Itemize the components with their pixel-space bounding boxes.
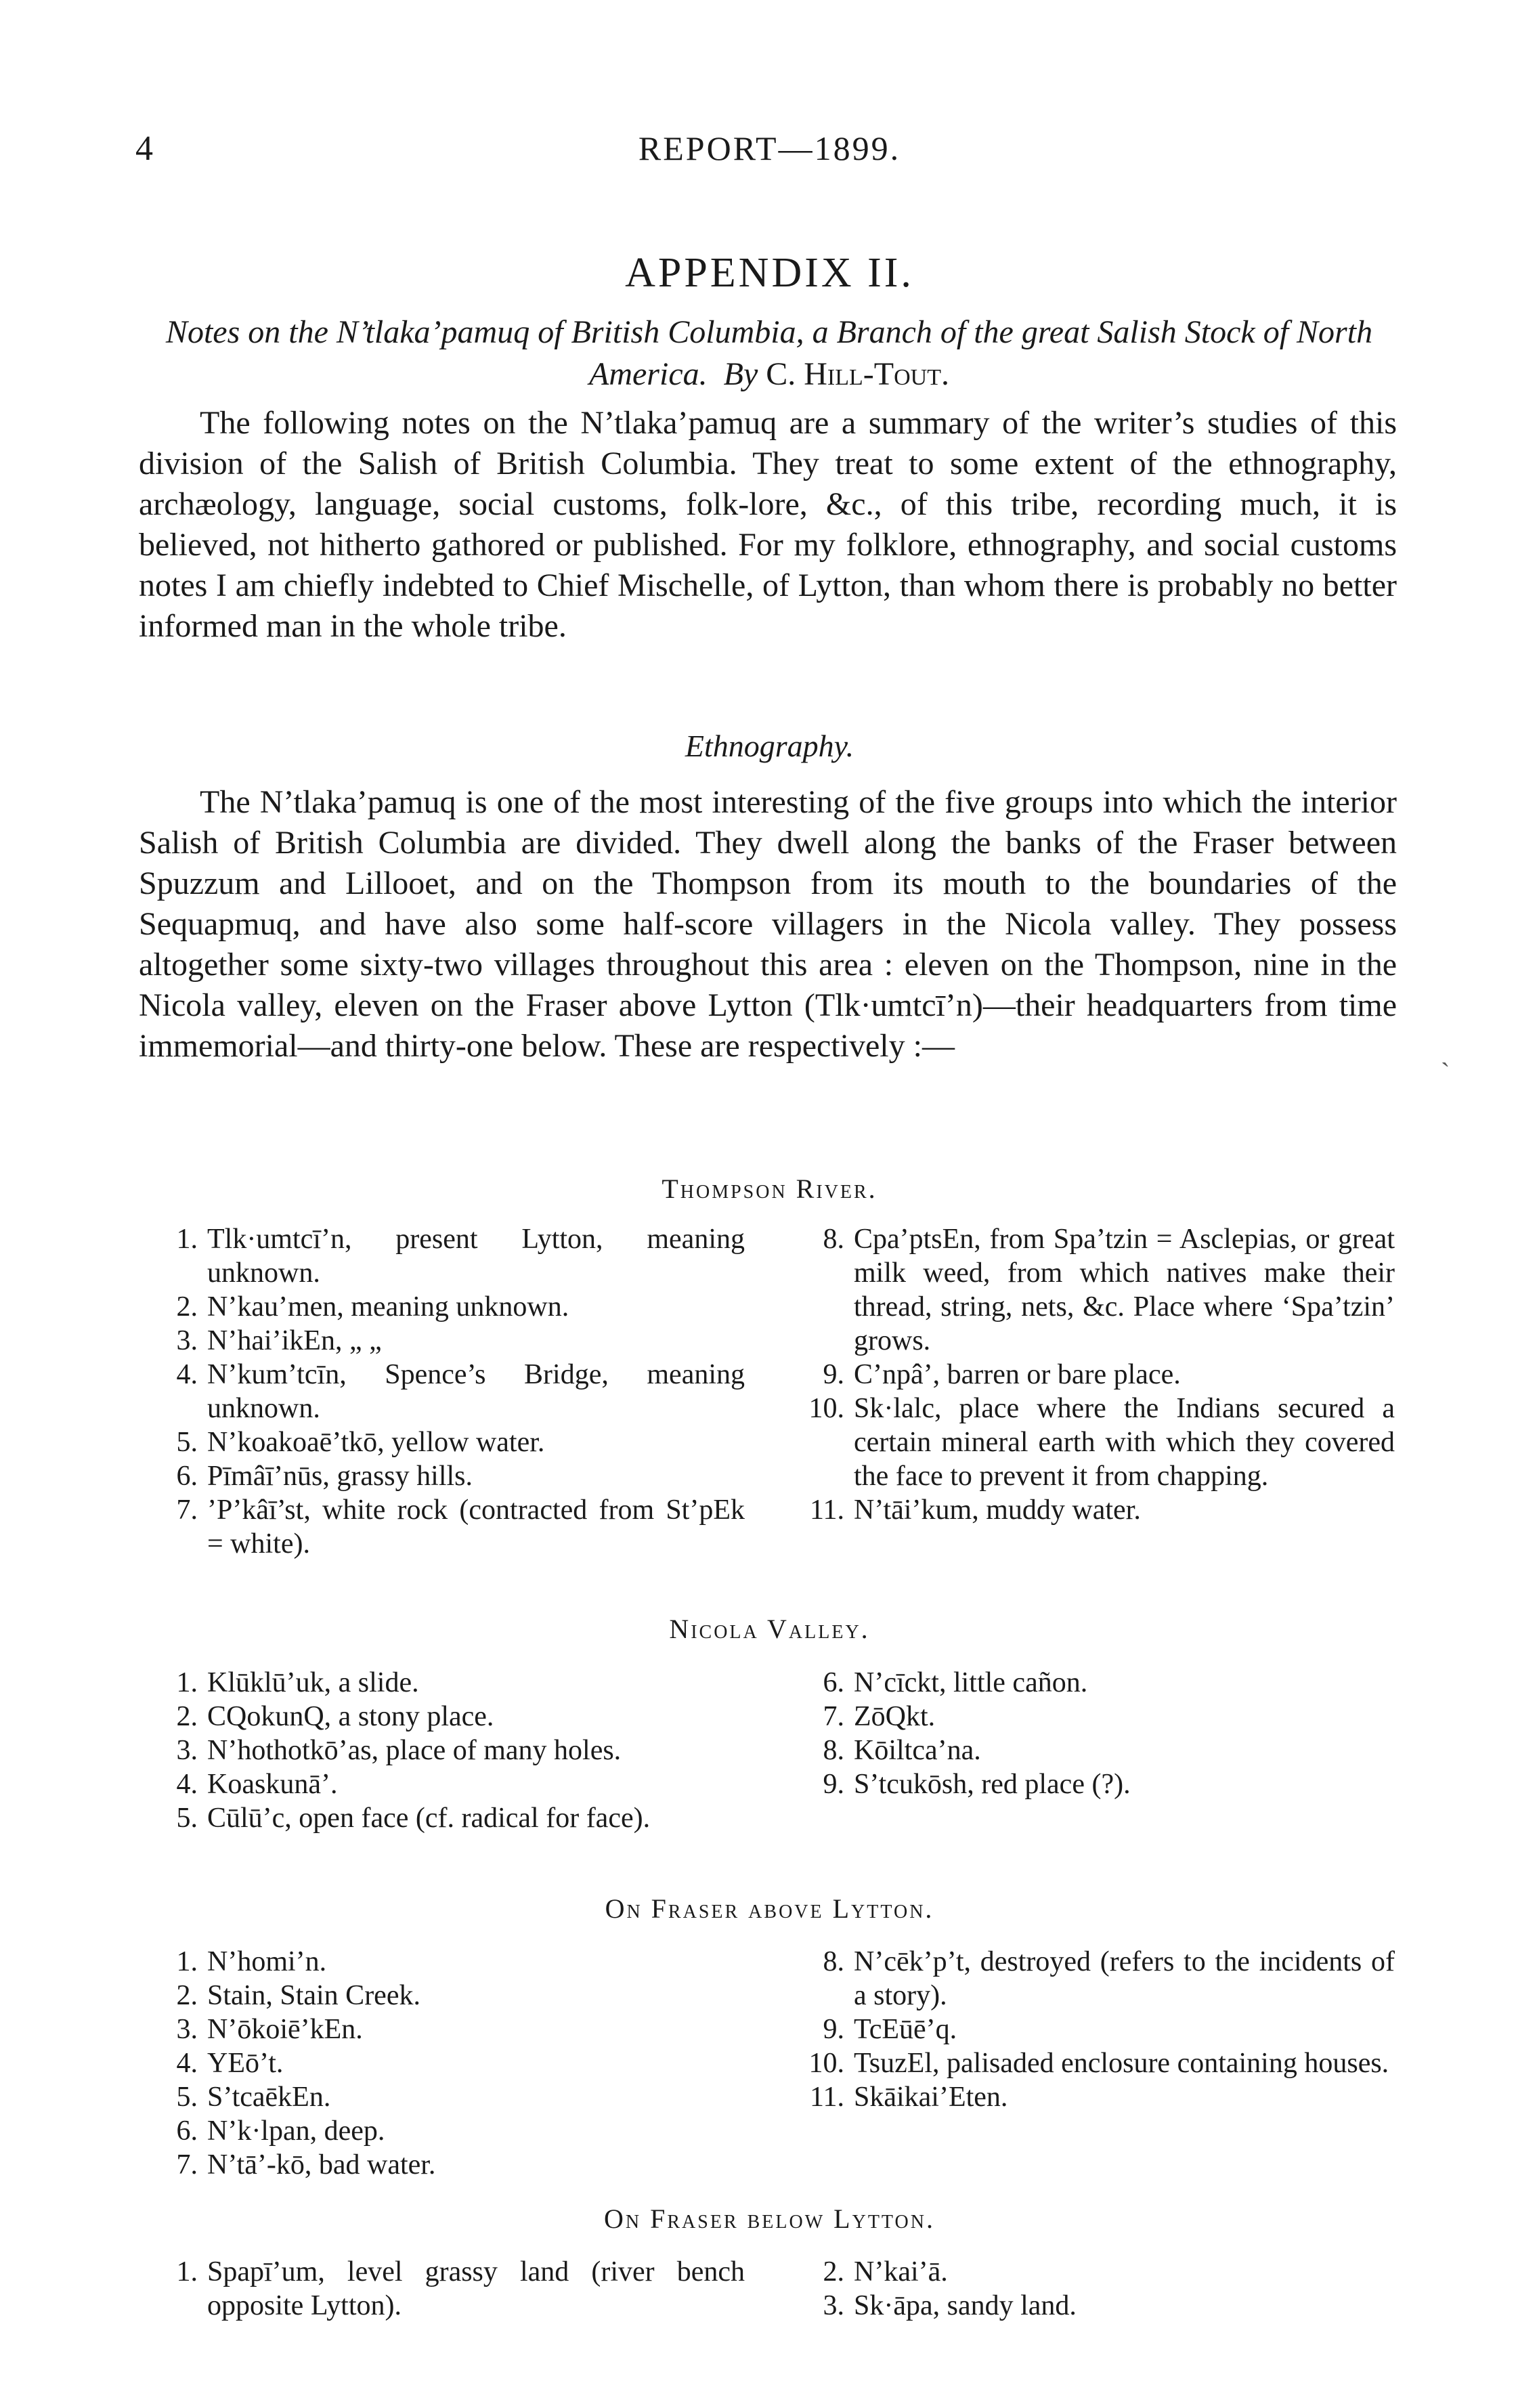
page-header — [0, 129, 1539, 169]
village-number: 2. — [176, 1701, 198, 1732]
section-title-thompson: Thompson River. — [662, 1174, 877, 1204]
village-number: 6. — [176, 1461, 198, 1492]
village-list-item — [135, 1945, 745, 1979]
village-number: 2. — [823, 2256, 844, 2287]
village-list-item — [135, 2148, 745, 2182]
village-number: 9. — [823, 2014, 844, 2045]
village-list-item — [135, 2114, 745, 2148]
village-entry: N’kum’tcīn, Spence’s Bridge, meaning unknown. — [207, 1359, 745, 1424]
page-number: 4 — [135, 129, 153, 168]
village-entry: N’koakoaē’tkō, yellow water. — [207, 1427, 545, 1458]
village-list-item — [135, 1801, 745, 1835]
village-number: 1. — [176, 1224, 198, 1255]
running-head: REPORT—1899. — [638, 129, 901, 167]
village-number: 8. — [823, 1224, 844, 1255]
village-list-item — [135, 1493, 745, 1561]
section-title-fraser-above: On Fraser above Lytton. — [605, 1893, 934, 1924]
village-list-item — [135, 1666, 745, 1700]
village-entry: Sk·āpa, sandy land. — [854, 2290, 1077, 2321]
village-number: 7. — [176, 1495, 198, 1526]
village-entry: N’kau’men, meaning unknown. — [207, 1291, 569, 1323]
village-number: 5. — [176, 1427, 198, 1458]
village-list-item — [135, 1734, 745, 1767]
village-number: 6. — [823, 1667, 844, 1698]
village-entry: CQokunQ, a stony place. — [207, 1701, 494, 1732]
village-entry: N’hai’ikEn, „ „ — [207, 1325, 382, 1356]
village-number: 2. — [176, 1980, 198, 2011]
village-entry: Skāikai’Eten. — [854, 2082, 1008, 2113]
village-entry: Cpa’ptsEn, from Spa’tzin = Asclepias, or great milk weed, from which natives make their thread, string, nets, &c. Place where ‘Spa’tzin’ grows. — [854, 1224, 1395, 1356]
village-entry: TsuzEl, palisaded enclosure containing houses. — [854, 2048, 1389, 2079]
village-entry: N’ōkoiē’kEn. — [207, 2014, 363, 2045]
village-number: 1. — [176, 1946, 198, 1977]
fraser-below-right-list — [782, 2255, 1395, 2323]
intro-paragraph: The following notes on the N’tlaka’pamuq are a summary of the writer’s studies of this division of the Salish of British Columbia. They treat to some extent of the ethnography, archæology, language, social customs, folk-lore, &c., of this tribe, recording much, it is believed, not hitherto gathored or published. For my folklore, ethnography, and social customs notes I am chiefly indebted to Chief Mischelle, of Lytton, than whom there is probably no better informed man in the whole tribe. — [139, 405, 1397, 644]
fraser-below-left-list — [135, 2255, 745, 2323]
village-number: 11. — [810, 1495, 844, 1526]
village-list-item — [135, 1459, 745, 1493]
village-number: 1. — [176, 1667, 198, 1698]
village-number: 7. — [176, 2149, 198, 2180]
village-list-item — [782, 2013, 1395, 2046]
village-number: 11. — [810, 2082, 844, 2113]
village-entry: N’cēk’p’t, destroyed (refers to the incidents of a story). — [854, 1946, 1395, 2011]
village-list-item — [135, 1700, 745, 1734]
village-list-item — [135, 1222, 745, 1290]
village-list-item — [782, 1222, 1395, 1358]
village-number: 6. — [176, 2115, 198, 2147]
village-list-item — [782, 1767, 1395, 1801]
village-entry: N’tā’-kō, bad water. — [207, 2149, 436, 2180]
village-list-item — [782, 2046, 1395, 2080]
village-number: 3. — [176, 2014, 198, 2045]
village-number: 4. — [176, 1359, 198, 1390]
fraser-above-right-list — [782, 1945, 1395, 2114]
village-entry: Kōiltca’na. — [854, 1735, 981, 1766]
village-list-item — [782, 1358, 1395, 1392]
ethnography-paragraph: The N’tlaka’pamuq is one of the most interesting of the five groups into which the interior Salish of British Columbia are divided. They dwell along the banks of the Fraser between Spuzzum and Lillooet, and on the Thompson from its mouth to the boundaries of the Sequapmuq, and have also some half-score villagers in the Nicola valley. They possess altogether some sixty-two villages throughout this area : eleven on the Thompson, nine in the Nicola valley, eleven on the Fraser above Lytton (Tlk·umtcī’n)—their headquarters from time immemorial—and thirty-one below. These are respectively :— — [139, 784, 1397, 1064]
village-entry: Spapī’um, level grassy land (river bench opposite Lytton). — [207, 2256, 745, 2321]
village-list-item — [782, 1392, 1395, 1493]
village-entry: Stain, Stain Creek. — [207, 1980, 420, 2011]
village-entry: Klūklū’uk, a slide. — [207, 1667, 419, 1698]
village-number: 4. — [176, 1769, 198, 1800]
village-entry: N’hothotkō’as, place of many holes. — [207, 1735, 622, 1766]
village-entry: Tlk·umtcī’n, present Lytton, meaning unknown. — [207, 1224, 745, 1289]
village-list-item — [782, 2289, 1395, 2323]
section-title-nicola: Nicola Valley. — [669, 1614, 870, 1644]
author-name: C. Hill-Tout. — [766, 356, 949, 392]
village-number: 3. — [823, 2290, 844, 2321]
nicola-right-list — [782, 1666, 1395, 1801]
village-list-item — [782, 2255, 1395, 2289]
village-entry: N’k·lpan, deep. — [207, 2115, 385, 2147]
village-list-item — [782, 2080, 1395, 2114]
village-entry: Sk·lalc, place where the Indians secured a certain mineral earth with which they covered the face to prevent it from chapping. — [854, 1393, 1395, 1492]
village-number: 10. — [808, 2048, 844, 2079]
village-number: 8. — [823, 1946, 844, 1977]
village-entry: TcEūē’q. — [854, 2014, 957, 2045]
village-number: 5. — [176, 1803, 198, 1834]
article-subtitle — [142, 311, 1396, 395]
byline — [716, 356, 949, 392]
section-title-fraser-below: On Fraser below Lytton. — [604, 2203, 935, 2234]
village-entry: ’P’kâī’st, white rock (contracted from St’pEk = white). — [207, 1495, 745, 1560]
village-entry: N’cīckt, little cañon. — [854, 1667, 1088, 1698]
village-entry: C’npâ’, barren or bare place. — [854, 1359, 1181, 1390]
village-number: 9. — [823, 1769, 844, 1800]
village-number: 4. — [176, 2048, 198, 2079]
village-list-item — [782, 1493, 1395, 1527]
village-entry: Pīmâī’nūs, grassy hills. — [207, 1461, 473, 1492]
village-entry: N’tāi’kum, muddy water. — [854, 1495, 1141, 1526]
village-list-item — [135, 2013, 745, 2046]
appendix-title: APPENDIX II. — [625, 250, 914, 296]
village-entry: YEō’t. — [207, 2048, 284, 2079]
village-list-item — [135, 2080, 745, 2114]
village-list-item — [782, 1666, 1395, 1700]
village-list-item — [135, 1358, 745, 1425]
byline-by: By — [723, 356, 758, 392]
village-entry: N’homi’n. — [207, 1946, 327, 1977]
village-list-item — [782, 1700, 1395, 1734]
village-number: 5. — [176, 2082, 198, 2113]
village-number: 2. — [176, 1291, 198, 1323]
ethnography-heading: Ethnography. — [685, 729, 854, 763]
village-list-item — [135, 1979, 745, 2013]
village-number: 7. — [823, 1701, 844, 1732]
village-entry: Cūlū’c, open face (cf. radical for face). — [207, 1803, 651, 1834]
village-list-item — [135, 2255, 745, 2323]
village-number: 9. — [823, 1359, 844, 1390]
village-number: 3. — [176, 1325, 198, 1356]
fraser-above-left-list — [135, 1945, 745, 2182]
margin-mark: ` — [1441, 1057, 1450, 1088]
village-list-item — [782, 1734, 1395, 1767]
village-list-item — [135, 1324, 745, 1358]
village-entry: S’tcaēkEn. — [207, 2082, 331, 2113]
village-entry: Koaskunā’. — [207, 1769, 338, 1800]
village-number: 10. — [808, 1393, 844, 1424]
thompson-right-list — [782, 1222, 1395, 1527]
thompson-left-list — [135, 1222, 745, 1561]
village-list-item — [135, 1425, 745, 1459]
subtitle-text: Notes on the N’tlaka’pamuq of British Columbia, a Branch of the great Salish Stock of North America. — [165, 314, 1373, 392]
village-entry: ZōQkt. — [854, 1701, 936, 1732]
village-entry: N’kai’ā. — [854, 2256, 948, 2287]
village-entry: S’tcukōsh, red place (?). — [854, 1769, 1131, 1800]
village-list-item — [135, 1767, 745, 1801]
village-number: 8. — [823, 1735, 844, 1766]
nicola-left-list — [135, 1666, 745, 1835]
village-number: 3. — [176, 1735, 198, 1766]
village-list-item — [135, 1290, 745, 1324]
village-list-item — [135, 2046, 745, 2080]
village-number: 1. — [176, 2256, 198, 2287]
village-list-item — [782, 1945, 1395, 2013]
